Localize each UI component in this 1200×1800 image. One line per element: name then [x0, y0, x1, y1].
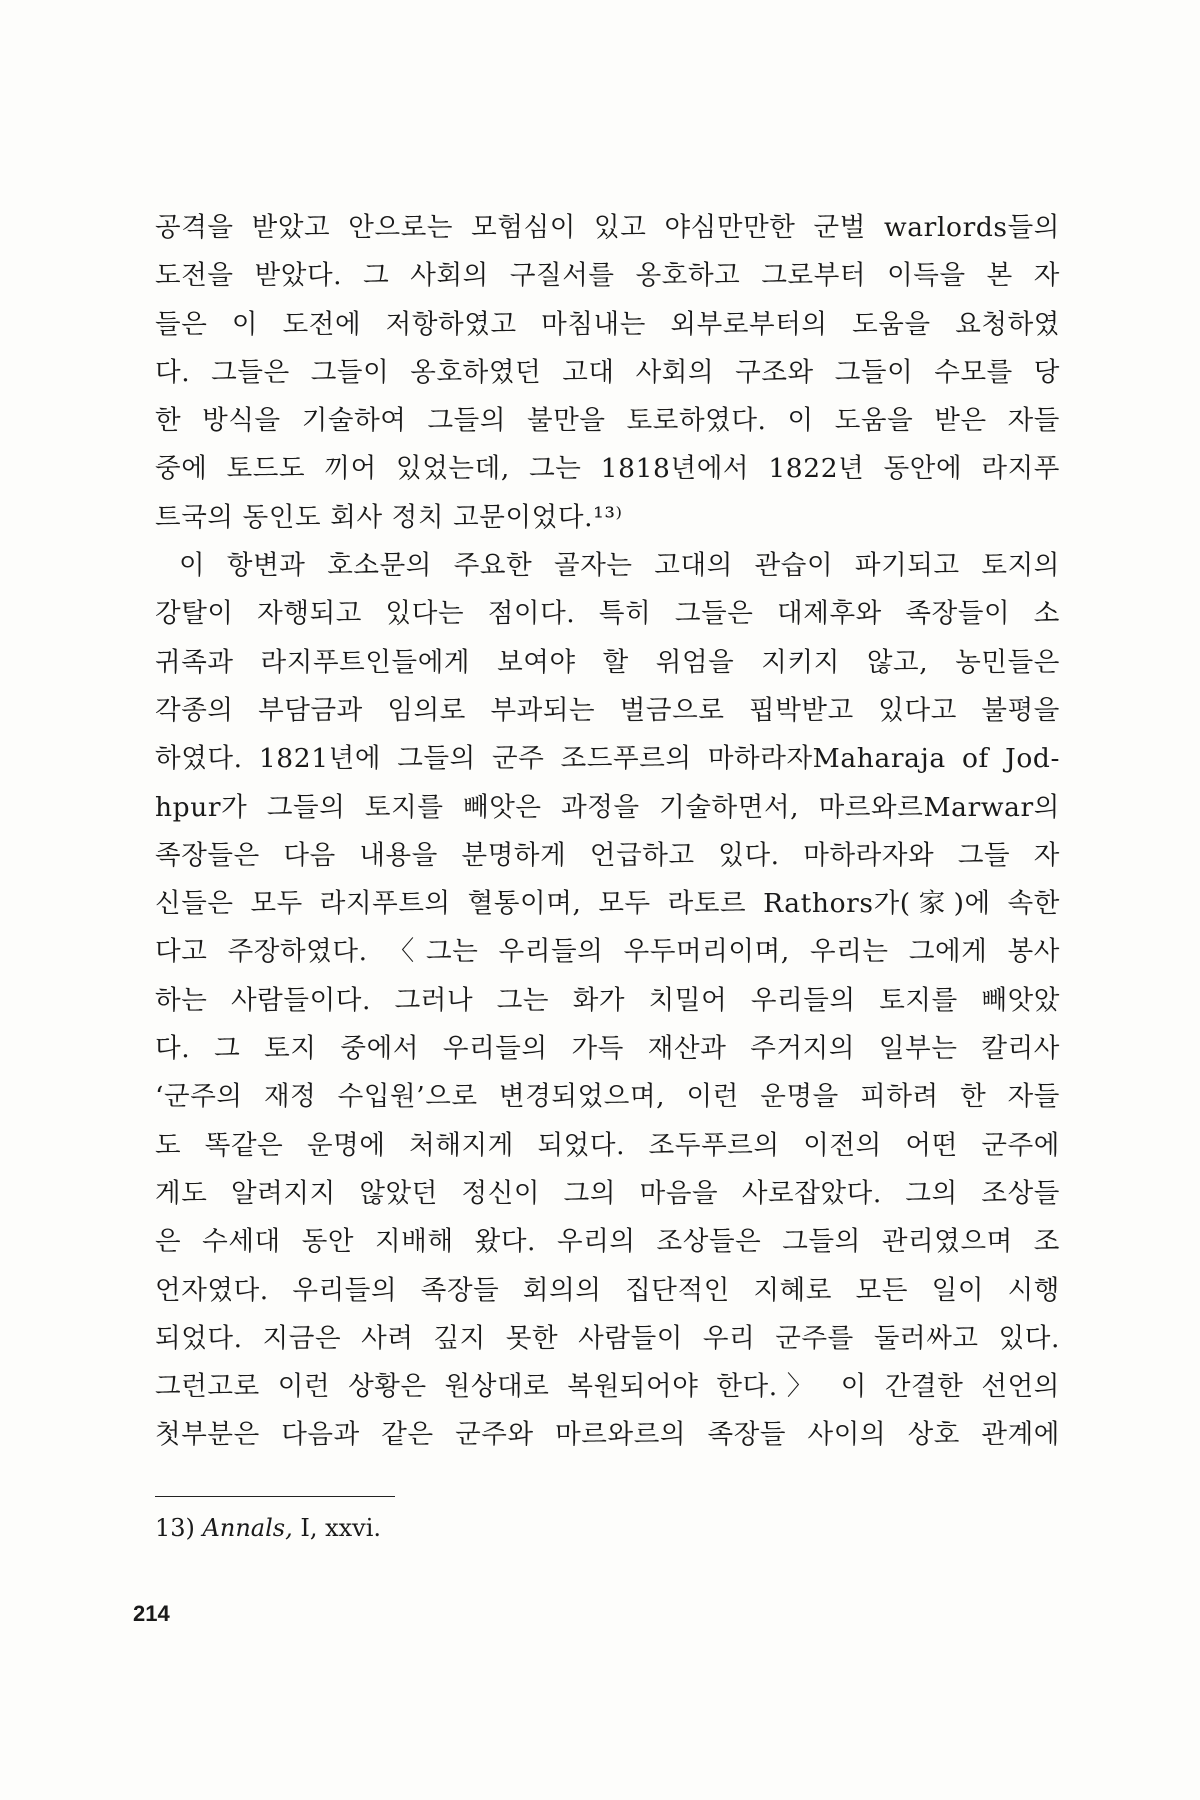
text-line: 언자였다. 우리들의 족장들 회의의 집단적인 지혜로 모든 일이 시행 — [155, 1274, 1060, 1306]
footnote-divider — [155, 1496, 395, 1497]
text-line: 은 수세대 동안 지배해 왔다. 우리의 조상들은 그들의 관리였으며 조 — [155, 1226, 1060, 1258]
text-line: 게도 알려지지 않았던 정신이 그의 마음을 사로잡았다. 그의 조상들 — [155, 1177, 1060, 1209]
text-line: 하였다. 1821년에 그들의 군주 조드푸르의 마하라자Maharaja of Jod- — [155, 743, 1060, 775]
text-line: 공격을 받았고 안으로는 모험심이 있고 야심만만한 군벌 warlords들의 — [155, 212, 1060, 243]
footnote — [155, 1512, 381, 1544]
text-line: hpur가 그들의 토지를 빼앗은 과정을 기술하면서, 마르와르Marwar의 — [155, 791, 1060, 823]
text-line: 족장들은 다음 내용을 분명하게 언급하고 있다. 마하라자와 그들 자 — [155, 839, 1060, 871]
text-line: 다. 그들은 그들이 옹호하였던 고대 사회의 구조와 그들이 수모를 당 — [155, 356, 1060, 388]
text-line: 도전을 받았다. 그 사회의 구질서를 옹호하고 그로부터 이득을 본 자 — [155, 260, 1060, 292]
text-line: 중에 토드도 끼어 있었는데, 그는 1818년에서 1822년 동안에 라지푸 — [155, 453, 1060, 485]
footnote-number: 13) — [155, 1514, 195, 1542]
text-line: 되었다. 지금은 사려 깊지 못한 사람들이 우리 군주를 둘러싸고 있다. — [155, 1322, 1060, 1354]
text-line: 다고 주장하였다. 〈그는 우리들의 우두머리이며, 우리는 그에게 봉사 — [155, 936, 1060, 968]
paragraph-start-line: 이 항변과 호소문의 주요한 골자는 고대의 관습이 파기되고 토지의 — [179, 550, 1060, 582]
page-number: 214 — [133, 1601, 170, 1626]
footnote-reference: I, xxvi. — [292, 1514, 382, 1542]
text-line: 하는 사람들이다. 그러나 그는 화가 치밀어 우리들의 토지를 빼앗았 — [155, 984, 1060, 1016]
text-line: 각종의 부담금과 임의로 부과되는 벌금으로 핍박받고 있다고 불평을 — [155, 694, 1060, 726]
text-line: 귀족과 라지푸트인들에게 보여야 할 위엄을 지키지 않고, 농민들은 — [155, 646, 1060, 678]
text-line: 그런고로 이런 상황은 원상대로 복원되어야 한다.〉 이 간결한 선언의 — [155, 1371, 1060, 1403]
footnote-title: Annals, — [202, 1514, 293, 1542]
text-line: 첫부분은 다음과 같은 군주와 마르와르의 족장들 사이의 상호 관계에 — [155, 1419, 1060, 1451]
body-text — [155, 204, 1060, 1460]
text-line: ‘군주의 재정 수입원’으로 변경되었으며, 이런 운명을 피하려 한 자들 — [155, 1081, 1060, 1113]
text-line: 들은 이 도전에 저항하였고 마침내는 외부로부터의 도움을 요청하였 — [155, 308, 1060, 340]
text-line: 강탈이 자행되고 있다는 점이다. 특히 그들은 대제후와 족장들이 소 — [155, 598, 1060, 630]
text-line: 한 방식을 기술하여 그들의 불만을 토로하였다. 이 도움을 받은 자들 — [155, 405, 1060, 437]
text-line: 다. 그 토지 중에서 우리들의 가득 재산과 주거지의 일부는 칼리사 — [155, 1033, 1060, 1065]
text-line: 신들은 모두 라지푸트의 혈통이며, 모두 라토르 Rathors가(家)에 속한 — [155, 888, 1060, 920]
paragraph-end-line: 트국의 동인도 회사 정치 고문이었다.¹³⁾ — [155, 501, 623, 533]
text-line: 도 똑같은 운명에 처해지게 되었다. 조두푸르의 이전의 어떤 군주에 — [155, 1129, 1060, 1161]
